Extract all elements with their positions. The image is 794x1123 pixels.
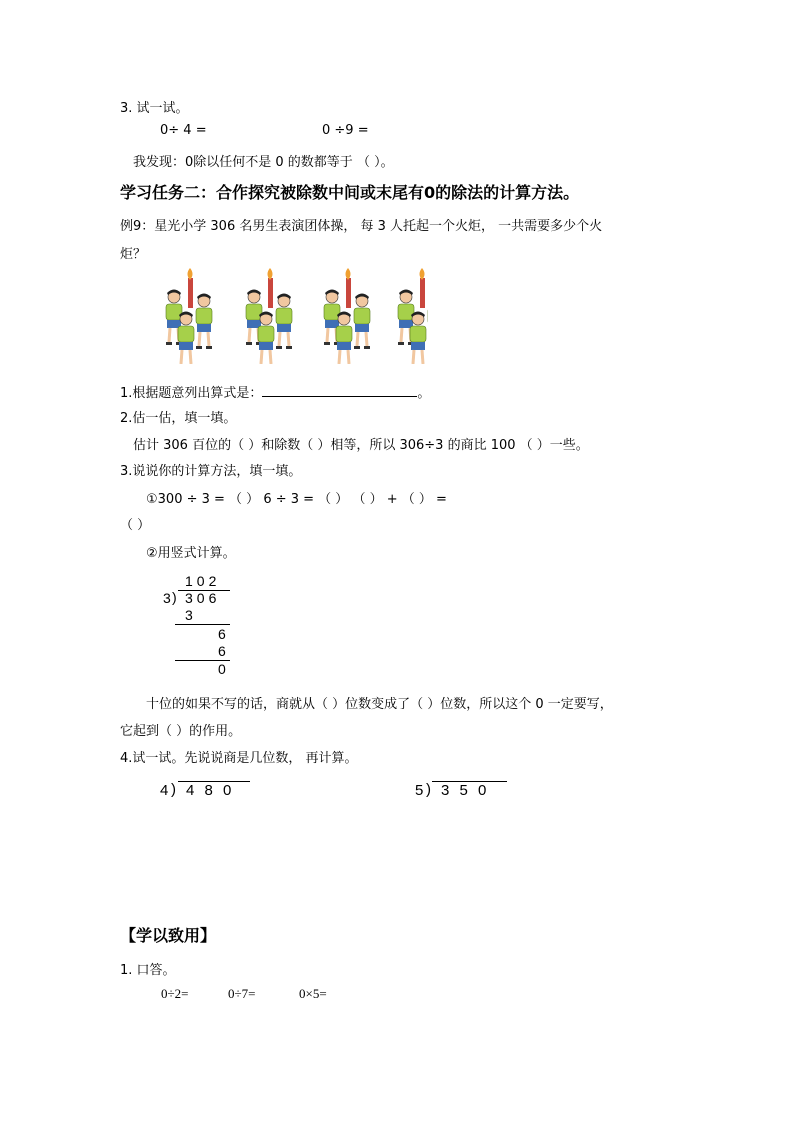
child-figure bbox=[258, 312, 274, 365]
longdiv-step1: 3 bbox=[185, 607, 193, 623]
child-shirt bbox=[178, 326, 194, 342]
child-leg bbox=[288, 332, 289, 346]
child-leg bbox=[366, 332, 367, 346]
child-shorts bbox=[355, 324, 369, 332]
q1-answer-blank[interactable] bbox=[262, 384, 417, 397]
apply-q1: 1. 口答。 bbox=[120, 963, 176, 978]
child-shirt bbox=[246, 304, 262, 320]
example9-line1: 例9：星光小学 306 名男生表演团体操， 每 3 人托起一个火炬， 一共需要多少个火 bbox=[120, 219, 603, 234]
example9-line2: 炬？ bbox=[120, 247, 147, 262]
child-leg bbox=[169, 328, 170, 342]
child-shoe bbox=[324, 342, 330, 345]
child-shirt bbox=[398, 304, 414, 320]
child-shorts bbox=[197, 324, 211, 332]
q3-title: 3.说说你的计算方法，填一填。 bbox=[120, 464, 302, 479]
child-figure bbox=[178, 312, 194, 365]
q4-div2-bracket-icon: ) bbox=[426, 781, 431, 798]
child-figure bbox=[196, 294, 212, 350]
torch-group bbox=[398, 268, 428, 364]
child-shoe bbox=[276, 346, 282, 349]
section3-expr1: 0÷ 4 = bbox=[160, 123, 207, 138]
q4-title: 4.试一试。先说说商是几位数， 再计算。 bbox=[120, 751, 358, 766]
longdiv-line1 bbox=[175, 624, 230, 625]
torch-handle-icon bbox=[188, 278, 193, 308]
child-shoe bbox=[286, 346, 292, 349]
q1-line bbox=[120, 382, 430, 401]
child-leg bbox=[190, 350, 191, 364]
torch-handle-icon bbox=[346, 278, 351, 308]
child-shorts bbox=[179, 342, 193, 350]
child-leg bbox=[357, 332, 358, 346]
child-shoe bbox=[398, 342, 404, 345]
longdiv-step2: 6 bbox=[218, 626, 226, 642]
q2-title: 2.估一估，填一填。 bbox=[120, 411, 237, 426]
apply-e1: 0÷2= bbox=[161, 986, 189, 1001]
child-shirt bbox=[336, 326, 352, 342]
apply-e3: 0×5= bbox=[299, 986, 327, 1001]
longdiv-remainder: 0 bbox=[218, 661, 226, 677]
child-leg bbox=[348, 350, 349, 364]
child-figure bbox=[276, 294, 292, 350]
q3-line2: （ ） bbox=[120, 518, 151, 533]
torch-group bbox=[324, 268, 370, 364]
child-leg bbox=[208, 332, 209, 346]
child-shirt bbox=[324, 304, 340, 320]
q3-sub2: ②用竖式计算。 bbox=[146, 546, 236, 561]
child-leg bbox=[422, 350, 423, 364]
child-shorts bbox=[337, 342, 351, 350]
q1-end: 。 bbox=[417, 386, 431, 401]
explain-line2: 它起到（ ）的作用。 bbox=[120, 724, 242, 739]
q4-div1-divisor: 4 bbox=[160, 782, 169, 799]
child-shoe bbox=[206, 346, 212, 349]
section3-expr2: 0 ÷9 = bbox=[322, 123, 369, 138]
child-shoe bbox=[196, 346, 202, 349]
child-shorts bbox=[411, 342, 425, 350]
torch-group bbox=[246, 268, 292, 364]
q1-text: 1.根据题意列出算式是： bbox=[120, 386, 263, 401]
child-leg bbox=[261, 350, 262, 364]
longdiv-quotient: 102 bbox=[185, 573, 221, 589]
child-leg bbox=[199, 332, 200, 346]
child-shoe bbox=[354, 346, 360, 349]
child-shirt bbox=[354, 308, 370, 324]
child-shorts bbox=[259, 342, 273, 350]
child-leg bbox=[181, 350, 182, 364]
q4-div1-bracket-icon: ) bbox=[171, 781, 176, 798]
child-shirt bbox=[166, 304, 182, 320]
child-shirt bbox=[258, 326, 274, 342]
child-leg bbox=[413, 350, 414, 364]
q4-div2-dividend: 3 5 0 bbox=[441, 782, 490, 799]
longdiv-bracket-icon: ) bbox=[172, 589, 177, 605]
section3-finding: 我发现：0除以任何不是 0 的数都等于 （ ）。 bbox=[133, 155, 394, 170]
q3-line1: ①300 ÷ 3 = （ ） 6 ÷ 3 = （ ） （ ） + （ ） = bbox=[146, 492, 447, 507]
longdiv-step3: 6 bbox=[218, 643, 226, 659]
child-leg bbox=[279, 332, 280, 346]
child-shoe bbox=[166, 342, 172, 345]
child-figure bbox=[410, 312, 426, 365]
child-shoe bbox=[364, 346, 370, 349]
apply-heading: 【学以致用】 bbox=[120, 926, 217, 945]
child-shirt bbox=[410, 326, 426, 342]
children-holding-torches-illustration bbox=[160, 268, 428, 364]
section3-title: 3. 试一试。 bbox=[120, 101, 189, 116]
child-figure bbox=[336, 312, 352, 365]
longdiv-dividend: 306 bbox=[185, 590, 221, 606]
longdiv-divisor: 3 bbox=[163, 590, 171, 606]
explain-line1: 十位的如果不写的话，商就从（ ）位数变成了（ ）位数，所以这个 0 一定要写， bbox=[146, 697, 613, 712]
apply-e2: 0÷7= bbox=[228, 986, 256, 1001]
q4-div2-divisor: 5 bbox=[415, 782, 424, 799]
child-shoe bbox=[246, 342, 252, 345]
child-shirt bbox=[196, 308, 212, 324]
child-leg bbox=[339, 350, 340, 364]
child-leg bbox=[270, 350, 271, 364]
child-leg bbox=[327, 328, 328, 342]
child-shirt bbox=[276, 308, 292, 324]
torch-handle-icon bbox=[268, 278, 273, 308]
torch-group bbox=[166, 268, 212, 364]
child-figure bbox=[354, 294, 370, 350]
q4-div1-dividend: 4 8 0 bbox=[186, 782, 235, 799]
task2-heading: 学习任务二：合作探究被除数中间或末尾有0的除法的计算方法。 bbox=[120, 183, 580, 202]
child-leg bbox=[249, 328, 250, 342]
q2-text: 估计 306 百位的（ ）和除数（ ）相等，所以 306÷3 的商比 100 （ ）一些。 bbox=[133, 438, 589, 453]
child-leg bbox=[401, 328, 402, 342]
child-shorts bbox=[277, 324, 291, 332]
torch-handle-icon bbox=[420, 278, 425, 308]
